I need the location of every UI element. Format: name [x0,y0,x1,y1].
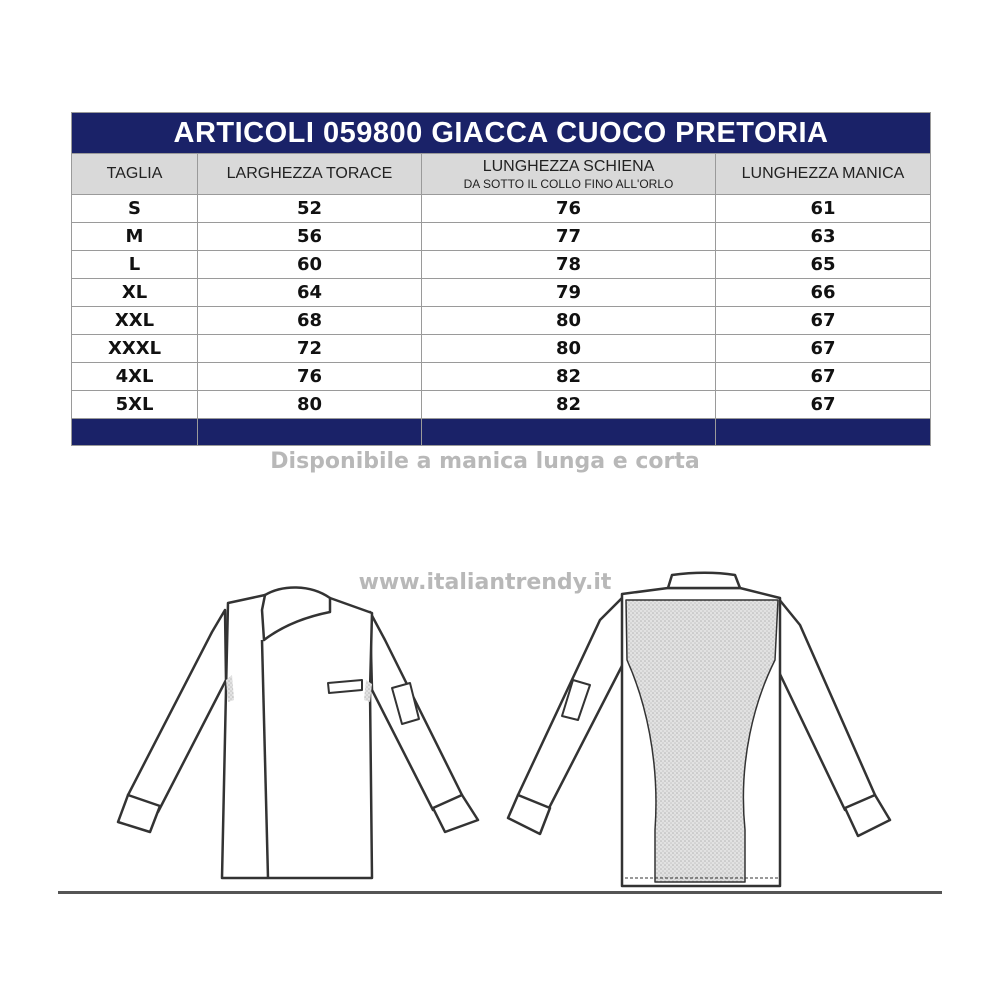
cell-size: M [72,223,198,251]
header-back-length-label: LUNGHEZZA SCHIENA [482,157,655,175]
cell-sleeve: 61 [716,195,931,223]
cell-chest: 72 [198,335,422,363]
cell-back: 80 [422,335,716,363]
cell-size: 4XL [72,363,198,391]
header-size: TAGLIA [72,154,198,195]
cell-size: XXXL [72,335,198,363]
footer-cell [716,419,931,446]
cell-chest: 52 [198,195,422,223]
cell-back: 79 [422,279,716,307]
cell-chest: 68 [198,307,422,335]
footer-cell [198,419,422,446]
footer-cell [72,419,198,446]
cell-sleeve: 67 [716,307,931,335]
size-chart-table [71,112,931,446]
cell-back: 82 [422,391,716,419]
table-row [72,195,931,223]
divider-line [58,891,942,894]
website-watermark: www.italiantrendy.it [358,570,612,595]
cell-back: 82 [422,363,716,391]
table-row [72,279,931,307]
cell-size: S [72,195,198,223]
table-row [72,223,931,251]
table-title: ARTICOLI 059800 GIACCA CUOCO PRETORIA [72,113,931,154]
header-sleeve-length: LUNGHEZZA MANICA [716,154,931,195]
cell-chest: 80 [198,391,422,419]
table-row [72,363,931,391]
table-row [72,251,931,279]
cell-back: 76 [422,195,716,223]
table-row [72,391,931,419]
footer-cell [422,419,716,446]
jacket-front-drawing [118,587,478,878]
cell-back: 80 [422,307,716,335]
cell-sleeve: 67 [716,335,931,363]
cell-chest: 64 [198,279,422,307]
table-row [72,307,931,335]
cell-sleeve: 63 [716,223,931,251]
cell-chest: 56 [198,223,422,251]
cell-back: 78 [422,251,716,279]
cell-sleeve: 67 [716,363,931,391]
chef-jacket-illustration [0,560,1000,900]
front-left-sleeve [128,610,226,812]
header-back-length [422,154,716,195]
cell-sleeve: 66 [716,279,931,307]
back-collar [668,573,740,588]
back-right-sleeve [778,598,875,810]
cell-chest: 76 [198,363,422,391]
cell-size: L [72,251,198,279]
cell-chest: 60 [198,251,422,279]
header-back-length-subtitle: DA SOTTO IL COLLO FINO ALL'ORLO [463,176,674,191]
jacket-back-drawing [508,573,890,886]
cell-size: 5XL [72,391,198,419]
table-row [72,335,931,363]
cell-sleeve: 67 [716,391,931,419]
cell-back: 77 [422,223,716,251]
front-body [222,590,372,878]
table-footer-band [72,419,931,446]
front-chest-pocket [328,680,362,693]
cell-size: XXL [72,307,198,335]
cell-size: XL [72,279,198,307]
cell-sleeve: 65 [716,251,931,279]
header-chest-width: LARGHEZZA TORACE [198,154,422,195]
availability-note: Disponibile a manica lunga e corta [270,449,700,474]
